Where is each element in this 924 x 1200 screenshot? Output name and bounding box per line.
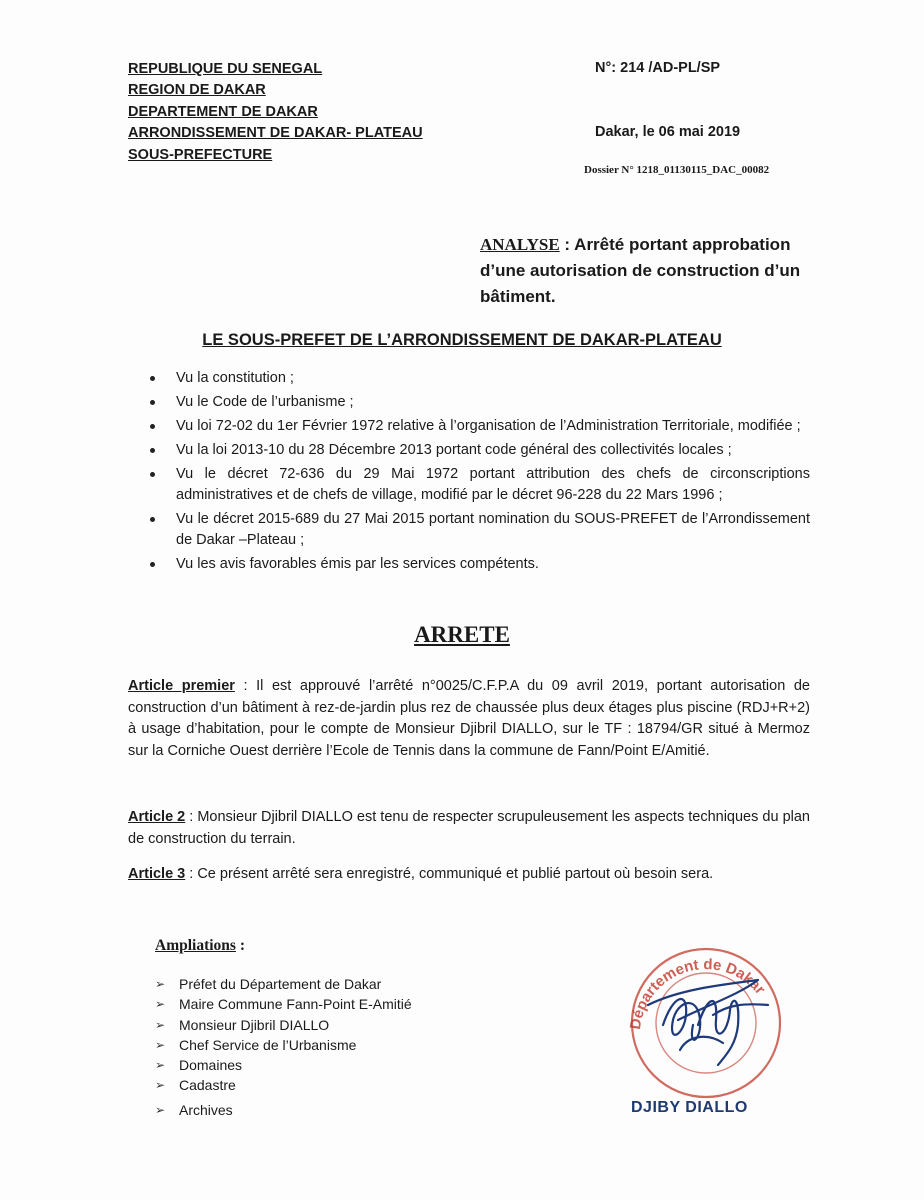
bullet-icon — [150, 517, 155, 522]
article-label: Article 3 — [128, 866, 186, 882]
bullet-icon — [150, 424, 155, 429]
header-department: DEPARTEMENT DE DAKAR — [128, 104, 318, 120]
list-item: Vu la constitution ; — [150, 368, 810, 389]
bullet-icon — [150, 400, 155, 405]
list-item: ➢ Préfet du Département de Dakar — [155, 974, 412, 994]
ampliations-title: Ampliations : — [155, 937, 246, 954]
dossier-number: Dossier N° 1218_01130115_DAC_00082 — [584, 164, 770, 176]
analyse-label: ANALYSE — [480, 235, 560, 254]
list-item: Vu loi 72-02 du 1er Février 1972 relative à l’organisation de l’Administration Territoriale, modifiée ; — [150, 416, 810, 437]
authority-title: LE SOUS-PREFET DE L’ARRONDISSEMENT DE DAKAR-PLATEAU — [202, 331, 722, 349]
ampliations-list — [155, 974, 412, 1120]
header-republic: REPUBLIQUE DU SENEGAL — [128, 61, 323, 77]
official-stamp-icon — [618, 935, 793, 1105]
stamp-text: Département de Dakar — [626, 955, 769, 1031]
arrow-icon: ➢ — [155, 1078, 166, 1093]
bullet-icon — [150, 472, 155, 477]
list-item: Vu le Code de l’urbanisme ; — [150, 392, 810, 413]
list-item: Vu le décret 72-636 du 29 Mai 1972 portant attribution des chefs de circonscriptions administratives et de chefs de village, modifié par le décret 96-228 du 22 Mars 1996 ; — [150, 464, 810, 506]
bullet-icon — [150, 376, 155, 381]
arrow-icon: ➢ — [155, 997, 166, 1012]
signer-name: DJIBY DIALLO — [631, 1099, 748, 1116]
list-item: Vu le décret 2015-689 du 27 Mai 2015 portant nomination du SOUS-PREFET de l’Arrondissement de Dakar –Plateau ; — [150, 509, 810, 551]
article-2 — [128, 807, 810, 850]
list-item: ➢ Domaines — [155, 1055, 412, 1075]
header-sous-prefecture: SOUS-PREFECTURE — [128, 147, 273, 163]
list-item: ➢ Maire Commune Fann-Point E-Amitié — [155, 994, 412, 1014]
list-item: Vu la loi 2013-10 du 28 Décembre 2013 portant code général des collectivités locales ; — [150, 440, 810, 461]
arrete-title: ARRETE — [414, 622, 510, 647]
article-text: : Il est approuvé l’arrêté n°0025/C.F.P.A du 09 avril 2019, portant autorisation de construction d’un bâtiment à rez-de-jardin plus rez de chaussée plus deux étages plus piscine (RDJ+R+2) à usage d’habitation, pour le compte de Monsieur Djibril DIALLO, sur le TF : 18794/GR situé à Mermoz sur la Corniche Ouest derrière l’Ecole de Tennis dans la commune de Fann/Point E/Amitié. — [128, 678, 810, 759]
list-item: ➢ Cadastre — [155, 1075, 412, 1095]
header-region: REGION DE DAKAR — [128, 82, 266, 98]
analyse-text: : Arrêté portant approbation d’une autorisation de construction d’un bâtiment. — [480, 235, 801, 306]
analyse-block — [480, 232, 820, 310]
list-item: Vu les avis favorables émis par les services compétents. — [150, 554, 810, 575]
arrow-icon: ➢ — [155, 1037, 166, 1052]
arrow-icon: ➢ — [155, 977, 166, 991]
arrow-icon: ➢ — [155, 1102, 166, 1117]
list-item: ➢ Archives — [155, 1100, 412, 1120]
article-text: : Monsieur Djibril DIALLO est tenu de respecter scrupuleusement les aspects techniques du plan de construction du terrain. — [128, 809, 810, 847]
document-date: Dakar, le 06 mai 2019 — [595, 124, 741, 140]
article-3 — [128, 864, 810, 886]
list-item: ➢ Chef Service de l’Urbanisme — [155, 1035, 412, 1055]
article-text: : Ce présent arrêté sera enregistré, communiqué et publié partout où besoin sera. — [185, 866, 714, 882]
bullet-icon — [150, 562, 155, 567]
document-number: N°: 214 /AD-PL/SP — [595, 60, 721, 76]
arrow-icon: ➢ — [155, 1058, 166, 1073]
bullet-icon — [150, 448, 155, 453]
article-premier — [128, 676, 810, 762]
header-arrondissement: ARRONDISSEMENT DE DAKAR- PLATEAU — [128, 125, 423, 141]
article-label: Article 2 — [128, 809, 186, 825]
article-label: Article premier — [128, 678, 235, 694]
vu-list — [150, 368, 810, 578]
arrow-icon: ➢ — [155, 1017, 166, 1032]
list-item: ➢ Monsieur Djibril DIALLO — [155, 1015, 412, 1035]
